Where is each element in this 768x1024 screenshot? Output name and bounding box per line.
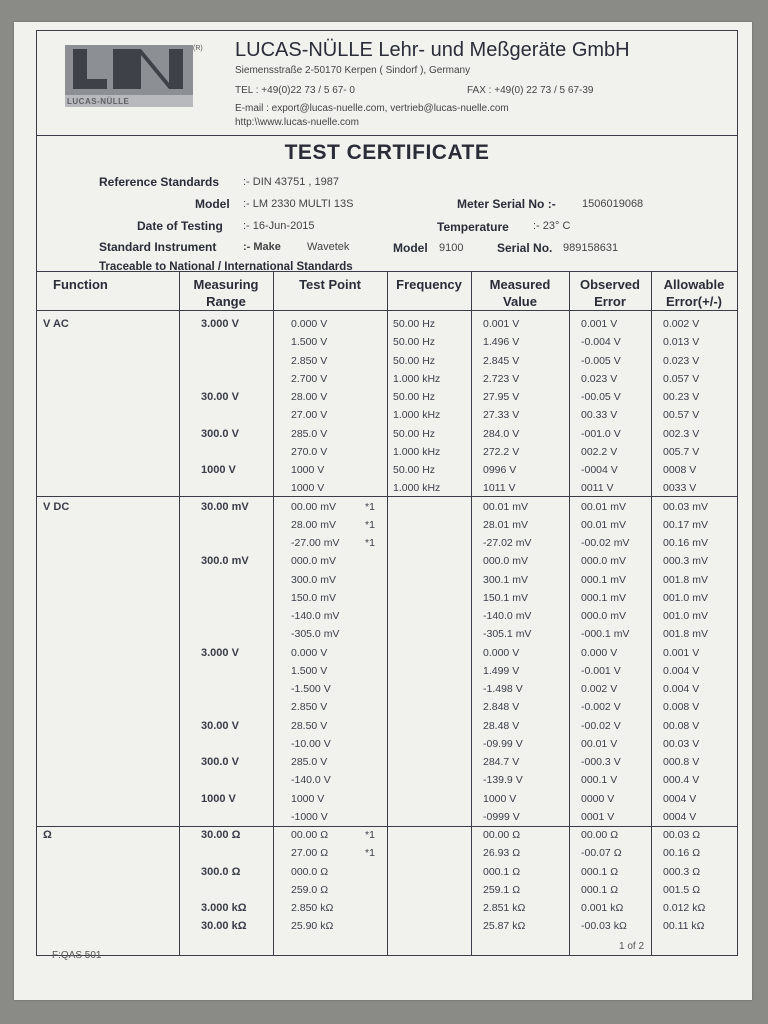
test-point-cell: 285.0 V xyxy=(291,427,328,440)
allowable-cell: 0004 V xyxy=(663,810,697,823)
range-label: 3.000 V xyxy=(201,646,239,659)
range-label: 300.0 mV xyxy=(201,555,249,568)
function-label: V AC xyxy=(43,318,69,330)
range-label: 30.00 kΩ xyxy=(201,920,247,933)
company-name: LUCAS-NÜLLE Lehr- und Meßgeräte GmbH xyxy=(235,39,630,61)
std-serial-label: Serial No. xyxy=(497,241,553,255)
frequency-cell: 50.00 Hz xyxy=(393,464,436,476)
measured-cell: -0999 V xyxy=(483,810,520,823)
allowable-cell: 0.013 V xyxy=(663,336,700,349)
observed-cell: 00.01 mV xyxy=(581,500,626,513)
std-model-value: 9100 xyxy=(439,242,464,254)
test-point-cell: 00.00 Ω xyxy=(291,829,329,841)
allowable-cell: 0.023 V xyxy=(663,354,700,367)
measured-cell: 1.499 V xyxy=(483,664,520,677)
date-label: Date of Testing xyxy=(137,219,223,233)
allowable-cell: 00.03 Ω xyxy=(663,829,701,841)
company-tel: TEL : +49(0)22 73 / 5 67- 0 xyxy=(235,85,355,96)
measured-cell: 272.2 V xyxy=(483,445,520,458)
measured-cell: 00.00 Ω xyxy=(483,829,521,841)
observed-cell: 002.2 V xyxy=(581,445,618,458)
section-divider xyxy=(37,826,737,827)
allowable-cell: 00.57 V xyxy=(663,409,700,422)
col-divider xyxy=(273,272,274,956)
date-value: :- 16-Jun-2015 xyxy=(243,220,315,232)
test-point-cell: 2.850 V xyxy=(291,354,328,367)
observed-cell: 0000 V xyxy=(581,792,615,805)
measured-cell: 28.01 mV xyxy=(483,518,528,531)
observed-cell: -00.05 V xyxy=(581,391,621,403)
allowable-cell: 00.23 V xyxy=(663,391,700,403)
frequency-cell: 1.000 kHz xyxy=(393,409,441,422)
test-point-cell: 259.0 Ω xyxy=(291,883,329,896)
allowable-cell: 000.8 V xyxy=(663,756,700,768)
observed-cell: 000.1 Ω xyxy=(581,883,619,896)
test-point-cell: -1000 V xyxy=(291,810,328,823)
allowable-cell: 0033 V xyxy=(663,482,697,495)
allowable-cell: 005.7 V xyxy=(663,445,700,458)
allowable-cell: 00.03 mV xyxy=(663,500,708,513)
company-fax: FAX : +49(0) 22 73 / 5 67-39 xyxy=(467,85,594,96)
measured-cell: 2.845 V xyxy=(483,354,520,367)
range-label: 300.0 V xyxy=(201,756,239,768)
test-point-cell: -27.00 mV xyxy=(291,537,340,549)
test-point-cell: 285.0 V xyxy=(291,756,328,768)
measured-cell: -140.0 mV xyxy=(483,610,532,622)
observed-cell: 00.01 mV xyxy=(581,518,626,531)
measured-cell: -09.99 V xyxy=(483,737,523,750)
footnote-mark: *1 xyxy=(365,500,375,513)
test-point-cell: 1000 V xyxy=(291,464,325,476)
allowable-cell: 001.0 mV xyxy=(663,591,708,604)
test-point-cell: -140.0 mV xyxy=(291,610,340,622)
header-allowable: Allowable Error(+/-) xyxy=(663,277,725,309)
measured-cell: 2.851 kΩ xyxy=(483,902,526,914)
measured-cell: 284.0 V xyxy=(483,427,520,440)
form-code: F:QAS 501 xyxy=(52,950,102,961)
observed-cell: 000.1 Ω xyxy=(581,865,619,878)
frequency-cell: 50.00 Hz xyxy=(393,391,436,403)
std-make-label: :- Make xyxy=(243,241,281,253)
allowable-cell: 00.08 V xyxy=(663,719,700,732)
observed-cell: -0.002 V xyxy=(581,701,621,714)
frequency-cell: 50.00 Hz xyxy=(393,336,436,349)
frequency-cell: 50.00 Hz xyxy=(393,354,436,367)
footnote-mark: *1 xyxy=(365,847,375,860)
measured-cell: 284.7 V xyxy=(483,756,520,768)
observed-cell: 0.000 V xyxy=(581,646,618,659)
observed-cell: -0004 V xyxy=(581,464,618,476)
frequency-cell: 1.000 kHz xyxy=(393,445,441,458)
allowable-cell: 001.8 mV xyxy=(663,573,708,586)
measured-cell: 0.000 V xyxy=(483,646,520,659)
observed-cell: -0.005 V xyxy=(581,354,621,367)
allowable-cell: 000.3 Ω xyxy=(663,865,701,878)
allowable-cell: 0.002 V xyxy=(663,318,700,330)
header-function: Function xyxy=(53,277,108,292)
test-point-cell: 00.00 mV xyxy=(291,500,336,513)
observed-cell: 00.00 Ω xyxy=(581,829,619,841)
range-label: 3.000 kΩ xyxy=(201,902,247,914)
observed-cell: -00.02 mV xyxy=(581,537,630,549)
footnote-mark: *1 xyxy=(365,537,375,549)
traceable-note: Traceable to National / International Standards xyxy=(99,261,353,273)
observed-cell: -00.02 V xyxy=(581,719,621,732)
allowable-cell: 0.057 V xyxy=(663,372,700,385)
measured-cell: 0996 V xyxy=(483,464,517,476)
test-point-cell: 150.0 mV xyxy=(291,591,336,604)
test-point-cell: 0.000 V xyxy=(291,646,328,659)
test-point-cell: 000.0 mV xyxy=(291,555,336,568)
col-divider xyxy=(179,272,180,956)
measured-cell: 2.723 V xyxy=(483,372,520,385)
std-serial-value: 989158631 xyxy=(563,242,619,254)
measured-cell: 28.48 V xyxy=(483,719,520,732)
header-measured: Measured Value xyxy=(489,277,551,309)
header-frequency: Frequency xyxy=(396,277,462,292)
observed-cell: 000.1 mV xyxy=(581,591,626,604)
range-label: 3.000 V xyxy=(201,318,239,330)
allowable-cell: 00.17 mV xyxy=(663,518,708,531)
observed-cell: 0.001 V xyxy=(581,318,618,330)
std-make-value: Wavetek xyxy=(307,241,350,253)
std-instrument-label: Standard Instrument xyxy=(99,240,217,254)
observed-cell: -0.004 V xyxy=(581,336,621,349)
measured-cell: 0.001 V xyxy=(483,318,520,330)
registered-mark: (R) xyxy=(193,45,203,52)
test-point-cell: 2.850 V xyxy=(291,701,328,714)
range-label: 30.00 V xyxy=(201,391,239,403)
meter-serial-label: Meter Serial No :- xyxy=(457,197,556,211)
test-results-table xyxy=(37,271,737,956)
section-divider xyxy=(37,496,737,497)
test-point-cell: 2.850 kΩ xyxy=(291,902,334,914)
observed-cell: 00.33 V xyxy=(581,409,618,422)
test-point-cell: 27.00 V xyxy=(291,409,328,422)
test-point-cell: -10.00 V xyxy=(291,737,331,750)
measured-cell: 26.93 Ω xyxy=(483,847,521,860)
company-email: E-mail : export@lucas-nuelle.com, vertrieb@lucas-nuelle.com xyxy=(235,103,509,114)
observed-cell: 00.01 V xyxy=(581,737,618,750)
allowable-cell: 000.3 mV xyxy=(663,555,708,568)
test-point-cell: 28.00 V xyxy=(291,391,328,403)
frequency-cell: 50.00 Hz xyxy=(393,318,436,330)
allowable-cell: 0004 V xyxy=(663,792,697,805)
measured-cell: 1011 V xyxy=(483,482,516,495)
range-label: 30.00 Ω xyxy=(201,829,241,841)
observed-cell: -000.3 V xyxy=(581,756,621,768)
footnote-mark: *1 xyxy=(365,518,375,531)
footnote-mark: *1 xyxy=(365,829,375,841)
test-point-cell: 28.50 V xyxy=(291,719,328,732)
test-point-cell: 2.700 V xyxy=(291,372,328,385)
test-point-cell: 25.90 kΩ xyxy=(291,920,334,933)
observed-cell: 000.1 mV xyxy=(581,573,626,586)
temperature-value: :- 23° C xyxy=(533,220,571,232)
logo-caption: LUCAS-NÜLLE xyxy=(67,97,130,106)
observed-cell: 0011 V xyxy=(581,482,614,495)
allowable-cell: 00.16 Ω xyxy=(663,847,701,860)
measured-cell: 25.87 kΩ xyxy=(483,920,526,933)
certificate-title: TEST CERTIFICATE xyxy=(284,141,490,164)
allowable-cell: 0.008 V xyxy=(663,701,700,714)
observed-cell: -001.0 V xyxy=(581,427,621,440)
measured-cell: -305.1 mV xyxy=(483,628,532,641)
range-label: 300.0 V xyxy=(201,427,239,440)
test-point-cell: 000.0 Ω xyxy=(291,865,329,878)
allowable-cell: 00.03 V xyxy=(663,737,700,750)
header-test-point: Test Point xyxy=(299,277,361,292)
measured-cell: 300.1 mV xyxy=(483,573,528,586)
range-label: 30.00 V xyxy=(201,719,239,732)
col-divider xyxy=(471,272,472,956)
measured-cell: 27.95 V xyxy=(483,391,520,403)
allowable-cell: 00.16 mV xyxy=(663,537,708,549)
company-web: http:\\www.lucas-nuelle.com xyxy=(235,117,359,128)
measured-cell: 00.01 mV xyxy=(483,500,528,513)
allowable-cell: 00.11 kΩ xyxy=(663,920,705,933)
frequency-cell: 50.00 Hz xyxy=(393,427,436,440)
allowable-cell: 0.004 V xyxy=(663,683,700,695)
test-point-cell: 27.00 Ω xyxy=(291,847,329,860)
ref-standards-value: :- DIN 43751 , 1987 xyxy=(243,176,340,188)
observed-cell: -000.1 mV xyxy=(581,628,630,641)
allowable-cell: 001.5 Ω xyxy=(663,883,701,896)
allowable-cell: 002.3 V xyxy=(663,427,700,440)
range-label: 30.00 mV xyxy=(201,500,249,513)
header-observed: Observed Error xyxy=(580,277,640,309)
allowable-cell: 0008 V xyxy=(663,464,697,476)
model-label: Model xyxy=(195,197,230,211)
allowable-cell: 0.012 kΩ xyxy=(663,902,706,914)
range-label: 1000 V xyxy=(201,792,236,805)
meter-serial-value: 1506019068 xyxy=(582,198,644,210)
test-point-cell: 1000 V xyxy=(291,482,325,495)
test-point-cell: 1.500 V xyxy=(291,664,328,677)
observed-cell: 0001 V xyxy=(581,810,615,823)
allowable-cell: 001.0 mV xyxy=(663,610,708,622)
header-range: Measuring Range xyxy=(193,277,259,309)
allowable-cell: 001.8 mV xyxy=(663,628,708,641)
observed-cell: -00.07 Ω xyxy=(581,847,622,860)
certificate-paper xyxy=(14,22,752,1000)
frequency-cell: 1.000 kHz xyxy=(393,372,441,385)
range-label: 300.0 Ω xyxy=(201,865,241,878)
allowable-cell: 000.4 V xyxy=(663,774,700,787)
observed-cell: 0.001 kΩ xyxy=(581,902,624,914)
observed-cell: 0.002 V xyxy=(581,683,618,695)
col-divider xyxy=(651,272,652,956)
measured-cell: 259.1 Ω xyxy=(483,883,521,896)
allowable-cell: 0.001 V xyxy=(663,646,700,659)
letterhead xyxy=(37,31,737,136)
page-number: 1 of 2 xyxy=(619,941,645,952)
std-model-label: Model xyxy=(393,241,428,255)
allowable-cell: 0.004 V xyxy=(663,664,700,677)
test-point-cell: 1.500 V xyxy=(291,336,328,349)
observed-cell: -0.001 V xyxy=(581,664,621,677)
measured-cell: 2.848 V xyxy=(483,701,520,714)
measured-cell: 1.496 V xyxy=(483,336,520,349)
function-label: V DC xyxy=(43,500,70,513)
measured-cell: 1000 V xyxy=(483,792,517,805)
measured-cell: 150.1 mV xyxy=(483,591,528,604)
observed-cell: 000.1 V xyxy=(581,774,618,787)
col-divider xyxy=(569,272,570,956)
observed-cell: -00.03 kΩ xyxy=(581,920,627,933)
col-divider xyxy=(387,272,388,956)
frequency-cell: 1.000 kHz xyxy=(393,482,441,495)
test-point-cell: -1.500 V xyxy=(291,683,331,695)
company-address: Siemensstraße 2-50170 Kerpen ( Sindorf ), Germany xyxy=(235,65,471,76)
certificate-frame xyxy=(36,30,738,956)
test-point-cell: 270.0 V xyxy=(291,445,328,458)
measured-cell: 000.0 mV xyxy=(483,555,528,568)
test-point-cell: 1000 V xyxy=(291,792,325,805)
measured-cell: -27.02 mV xyxy=(483,537,532,549)
observed-cell: 000.0 mV xyxy=(581,555,626,568)
ref-standards-label: Reference Standards xyxy=(99,175,220,189)
test-point-cell: 300.0 mV xyxy=(291,573,336,586)
test-point-cell: 28.00 mV xyxy=(291,518,336,531)
observed-cell: 000.0 mV xyxy=(581,610,626,622)
test-point-cell: 0.000 V xyxy=(291,318,328,330)
header-divider xyxy=(37,310,737,311)
measured-cell: -1.498 V xyxy=(483,683,523,695)
measured-cell: -139.9 V xyxy=(483,774,523,787)
temperature-label: Temperature xyxy=(437,220,509,234)
observed-cell: 0.023 V xyxy=(581,372,618,385)
test-point-cell: -305.0 mV xyxy=(291,628,340,641)
range-label: 1000 V xyxy=(201,464,236,476)
model-value: :- LM 2330 MULTI 13S xyxy=(243,198,354,210)
measured-cell: 000.1 Ω xyxy=(483,865,521,878)
function-label: Ω xyxy=(43,829,52,841)
test-point-cell: -140.0 V xyxy=(291,774,331,787)
measured-cell: 27.33 V xyxy=(483,409,520,422)
